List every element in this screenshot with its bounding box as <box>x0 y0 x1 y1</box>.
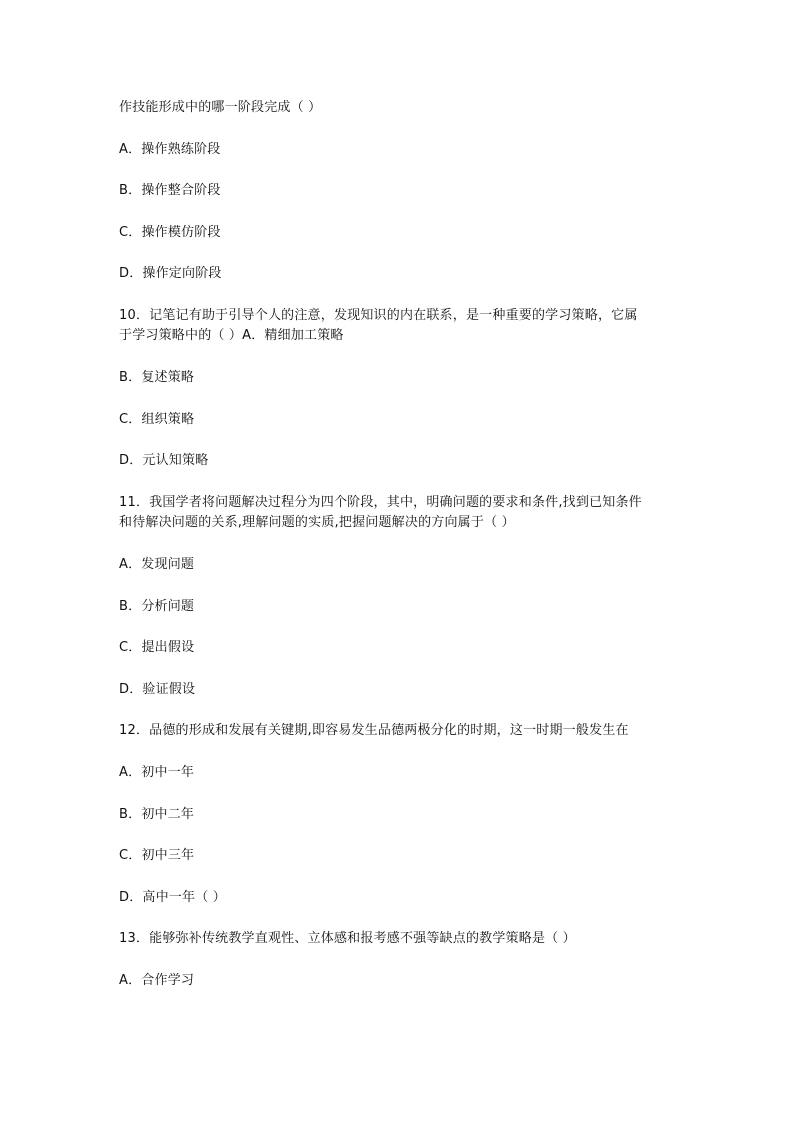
question-12-stem: 12．品德的形成和发展有关键期,即容易发生品德两极分化的时期，这一时期一般发生在 <box>119 723 629 738</box>
question-11-stem-line-1: 11．我国学者将问题解决过程分为四个阶段，其中，明确问题的要求和条件,找到已知条件 <box>119 495 642 510</box>
question-12-option-d: D．高中一年（ ） <box>119 890 226 905</box>
question-9-option-d: D．操作定向阶段 <box>119 266 222 281</box>
question-13-option-a: A．合作学习 <box>119 973 195 988</box>
question-12-option-a: A．初中一年 <box>119 765 195 780</box>
question-10-option-b: B．复述策略 <box>119 370 195 385</box>
question-10-option-d: D．元认知策略 <box>119 453 209 468</box>
question-9-stem-continuation: 作技能形成中的哪一阶段完成（ ） <box>119 100 322 115</box>
question-10-option-c: C．组织策略 <box>119 412 195 427</box>
question-10-stem-line-2: 于学习策略中的（ ）A．精细加工策略 <box>119 328 344 343</box>
question-10-stem-line-1: 10．记笔记有助于引导个人的注意，发现知识的内在联系，是一种重要的学习策略，它属 <box>119 308 638 323</box>
question-11-option-a: A．发现问题 <box>119 557 195 572</box>
question-12-option-c: C．初中三年 <box>119 848 195 863</box>
question-9-option-a: A．操作熟练阶段 <box>119 142 221 157</box>
question-9-option-b: B．操作整合阶段 <box>119 183 221 198</box>
question-11-option-c: C．提出假设 <box>119 640 195 655</box>
question-11-option-b: B．分析问题 <box>119 599 195 614</box>
question-13-stem: 13．能够弥补传统教学直观性、立体感和报考感不强等缺点的教学策略是（ ） <box>119 931 576 946</box>
question-12-option-b: B．初中二年 <box>119 807 195 822</box>
question-11-option-d: D．验证假设 <box>119 682 196 697</box>
question-11-stem-line-2: 和待解决问题的关系,理解问题的实质,把握问题解决的方向属于（ ） <box>119 515 515 530</box>
question-9-option-c: C．操作模仿阶段 <box>119 225 221 240</box>
